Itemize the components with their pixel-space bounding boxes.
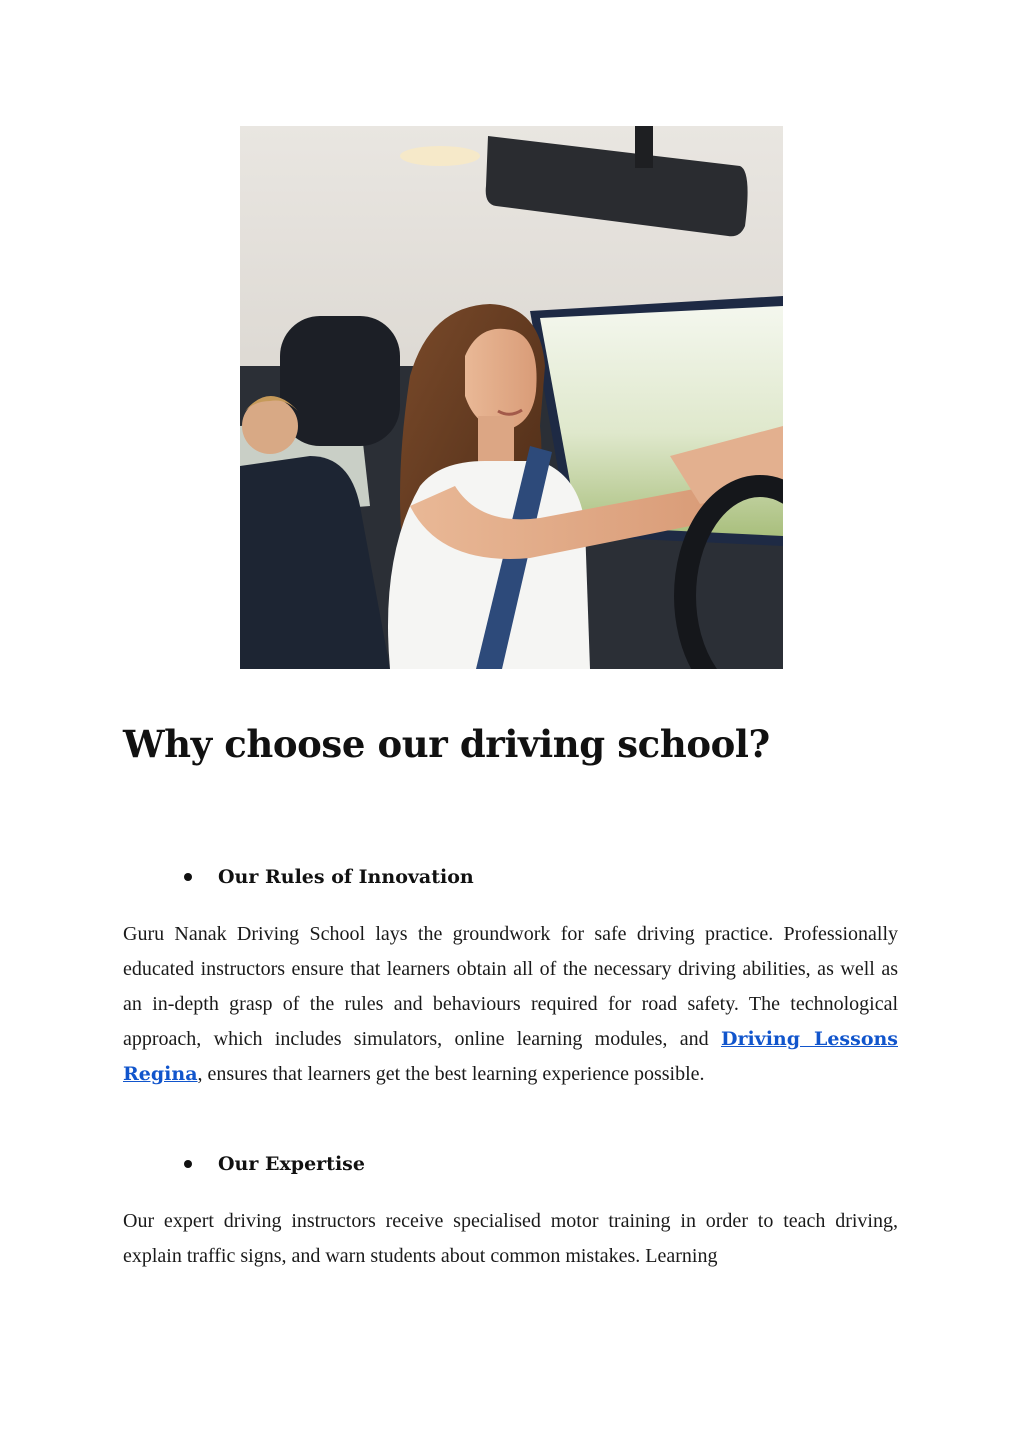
page-heading: Why choose our driving school? xyxy=(123,722,770,766)
bullet-dot-icon xyxy=(184,1160,192,1168)
driving-lessons-link[interactable]: Driving Lessons Regina xyxy=(123,1028,898,1085)
bullet-dot-icon xyxy=(184,873,192,881)
paragraph-expertise: Our expert driving instructors receive specialised motor training in order to teach driving, explain traffic signs, and warn students about common mistakes. Learning xyxy=(123,1210,898,1267)
bullet-item-expertise xyxy=(184,1153,365,1175)
bullet-label: Our Rules of Innovation xyxy=(218,866,474,888)
paragraph-innovation xyxy=(123,917,898,1092)
hero-photo xyxy=(240,126,783,669)
paragraph-text-end: , ensures that learners get the best learning experience possible. xyxy=(197,1063,705,1085)
paragraph-text: Guru Nanak Driving School lays the groundwork for safe driving practice. Professionally educated instructors ensure that learners obtain all of the necessary driving abilities, as well as an in-depth grasp of the rules and behaviours required for road safety. The technological approach, which includes simulators, online learning modules, and xyxy=(123,923,898,1050)
bullet-item-innovation xyxy=(184,866,474,888)
bullet-label: Our Expertise xyxy=(218,1153,365,1175)
